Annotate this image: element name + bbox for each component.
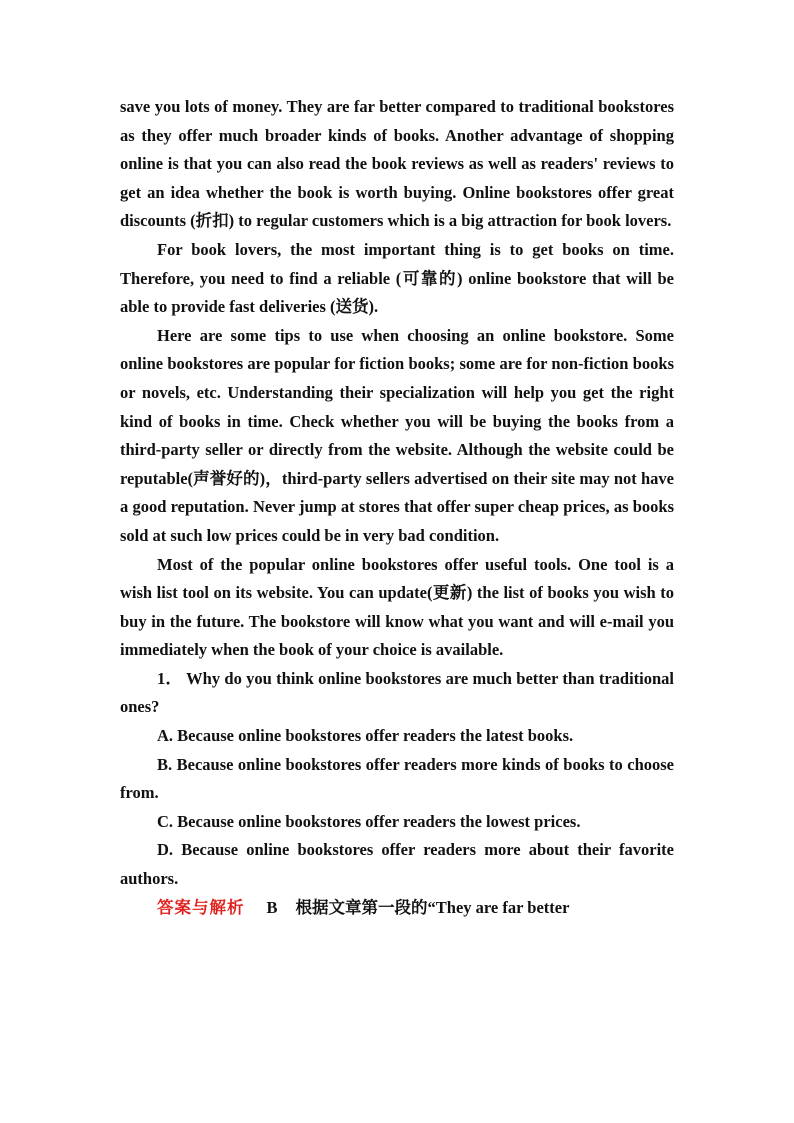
passage-paragraph-3: Here are some tips to use when choosing an online bookstore. Some online bookstores are popular for fiction books; some are for non-fiction books or novels, etc. Understanding their specialization will help you get the right kind of books in time. Check whether you will be buying the books from a third-party seller or directly from the website. Although the website could be reputable(声誉好的)，third-party sellers advertised on their site may not have a good reputation. Never jump at stores that offer super cheap prices, as books sold at such low prices could be in very bad condition. [120, 325, 674, 545]
passage-paragraph-1: save you lots of money. They are far better compared to traditional bookstores as they offer much broader kinds of books. Another advantage of shopping online is that you can also read the book reviews as well as readers' reviews to get an idea whether the book is worth buying. Online bookstores offer great discounts (折扣) to regular customers which is a big attraction for book lovers. [120, 97, 674, 231]
document-page [120, 93, 674, 922]
passage-paragraph-4: Most of the popular online bookstores offer useful tools. One tool is a wish list tool on its website. You can update(更新) the list of books you wish to buy in the future. The bookstore will know what you want and will e-mail you immediately when the book of your choice is available. [120, 554, 674, 660]
answer-letter: B [266, 897, 278, 917]
answer-label: 答案与解析 [157, 897, 245, 917]
option-b: B. Because online bookstores offer readers more kinds of books to choose from. [120, 754, 674, 803]
option-d: D. Because online bookstores offer readers more about their favorite authors. [120, 840, 674, 889]
question-number: 1． [157, 668, 183, 688]
answer-line [120, 894, 674, 923]
option-a: A. Because online bookstores offer readers the latest books. [157, 726, 574, 746]
question-stem: Why do you think online bookstores are much better than traditional ones? [120, 668, 675, 717]
option-c: C. Because online bookstores offer readers the lowest prices. [157, 811, 581, 831]
passage-paragraph-2: For book lovers, the most important thing is to get books on time. Therefore, you need to find a reliable (可靠的) online bookstore that will be able to provide fast deliveries (送货). [120, 239, 674, 317]
question-stem-line [120, 665, 674, 722]
answer-explanation: 根据文章第一段的“They are far better [295, 897, 570, 917]
